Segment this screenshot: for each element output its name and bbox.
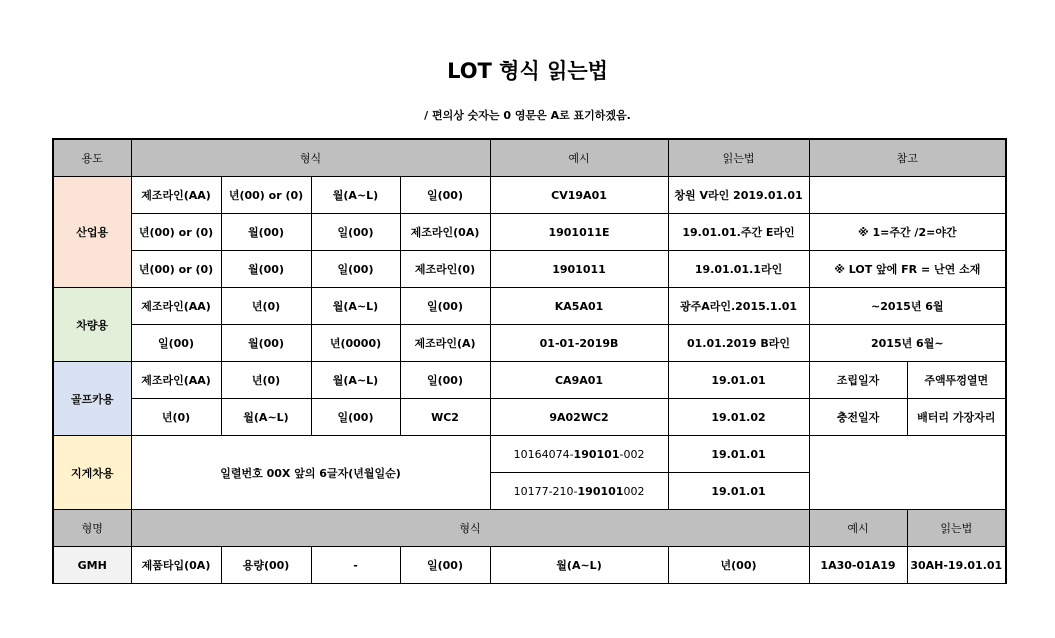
format-cell: 년(0) xyxy=(221,362,311,399)
page-subtitle: / 편의상 숫자는 0 영문은 A로 표기하겠음. xyxy=(424,109,631,122)
note-cell: 2015년 6월~ xyxy=(809,325,1006,362)
usage-golf-cart: 골프카용 xyxy=(53,362,131,436)
note-cell: ~2015년 6월 xyxy=(809,288,1006,325)
format-cell: 월(A~L) xyxy=(311,177,400,214)
format-cell: 제조라인(A) xyxy=(400,325,490,362)
format-cell: 일(00) xyxy=(311,214,400,251)
note-cell: ※ 1=주간 /2=야간 xyxy=(809,214,1006,251)
reading-cell: 19.01.01.1라인 xyxy=(668,251,809,288)
model-gmh: GMH xyxy=(53,547,131,584)
format-cell: 제조라인(0A) xyxy=(400,214,490,251)
example-cell xyxy=(490,473,668,510)
table-row xyxy=(53,288,1006,325)
serial-suffix: 002 xyxy=(623,484,645,498)
format-cell: 제조라인(AA) xyxy=(131,177,221,214)
format-cell: 년(0) xyxy=(131,399,221,436)
note-cell: 주액뚜껑열면 xyxy=(907,362,1006,399)
table-row xyxy=(53,399,1006,436)
reading-cell: 19.01.01 xyxy=(668,436,809,473)
format-cell: 일(00) xyxy=(400,177,490,214)
lot-format-table xyxy=(52,138,1007,584)
header-reading: 읽는법 xyxy=(668,139,809,177)
format-cell: 월(00) xyxy=(221,251,311,288)
reading-cell: 30AH-19.01.01 xyxy=(907,547,1006,584)
format-cell: 년(00) or (0) xyxy=(221,177,311,214)
table-row xyxy=(53,547,1006,584)
format-cell: 일(00) xyxy=(400,547,490,584)
usage-forklift: 지게차용 xyxy=(53,436,131,510)
format-cell: 월(A~L) xyxy=(311,288,400,325)
usage-vehicle: 차량용 xyxy=(53,288,131,362)
example-cell: CA9A01 xyxy=(490,362,668,399)
note-cell: 충전일자 xyxy=(809,399,907,436)
page-title: LOT 형식 읽는법 xyxy=(447,59,608,83)
format-cell: 년(00) xyxy=(668,547,809,584)
format-cell: 일(00) xyxy=(400,288,490,325)
format-cell: 제조라인(0) xyxy=(400,251,490,288)
header-example: 예시 xyxy=(809,510,907,547)
header-reading: 읽는법 xyxy=(907,510,1006,547)
header-format: 형식 xyxy=(131,510,809,547)
table-row xyxy=(53,177,1006,214)
example-cell: 9A02WC2 xyxy=(490,399,668,436)
format-cell: 월(A~L) xyxy=(221,399,311,436)
serial-suffix: -002 xyxy=(619,447,645,461)
format-cell: 월(A~L) xyxy=(490,547,668,584)
format-cell: 일(00) xyxy=(131,325,221,362)
serial-prefix: 10177-210- xyxy=(513,484,578,498)
note-cell xyxy=(809,436,1006,510)
reading-cell: 광주A라인.2015.1.01 xyxy=(668,288,809,325)
format-cell: 년(0000) xyxy=(311,325,400,362)
reading-cell: 19.01.02 xyxy=(668,399,809,436)
note-cell: 조립일자 xyxy=(809,362,907,399)
format-cell: 일(00) xyxy=(400,362,490,399)
example-cell: 01-01-2019B xyxy=(490,325,668,362)
format-cell: 일(00) xyxy=(311,399,400,436)
table-row xyxy=(53,325,1006,362)
note-cell: 배터리 가장자리 xyxy=(907,399,1006,436)
serial-date: 190101 xyxy=(577,484,624,498)
reading-cell: 19.01.01 xyxy=(668,473,809,510)
reading-cell: 창원 V라인 2019.01.01 xyxy=(668,177,809,214)
format-cell: 일(00) xyxy=(311,251,400,288)
format-cell: WC2 xyxy=(400,399,490,436)
format-cell: 제조라인(AA) xyxy=(131,288,221,325)
example-cell: CV19A01 xyxy=(490,177,668,214)
serial-prefix: 10164074- xyxy=(513,447,574,461)
forklift-format: 일렬번호 00X 앞의 6글자(년월일순) xyxy=(131,436,490,510)
format-cell: 년(0) xyxy=(221,288,311,325)
header-example: 예시 xyxy=(490,139,668,177)
format-cell: 제품타입(0A) xyxy=(131,547,221,584)
table-row xyxy=(53,436,1006,473)
table-row xyxy=(53,362,1006,399)
format-cell: - xyxy=(311,547,400,584)
example-cell xyxy=(490,436,668,473)
table-row xyxy=(53,251,1006,288)
format-cell: 년(00) or (0) xyxy=(131,251,221,288)
usage-industry: 산업용 xyxy=(53,177,131,288)
format-cell: 월(A~L) xyxy=(311,362,400,399)
format-cell: 월(00) xyxy=(221,214,311,251)
format-cell: 년(00) or (0) xyxy=(131,214,221,251)
note-cell xyxy=(809,177,1006,214)
header-model: 형명 xyxy=(53,510,131,547)
format-cell: 용량(00) xyxy=(221,547,311,584)
note-cell: ※ LOT 앞에 FR = 난연 소재 xyxy=(809,251,1006,288)
example-cell: 1A30-01A19 xyxy=(809,547,907,584)
serial-date: 190101 xyxy=(573,447,620,461)
reading-cell: 01.01.2019 B라인 xyxy=(668,325,809,362)
format-cell: 제조라인(AA) xyxy=(131,362,221,399)
header-format: 형식 xyxy=(131,139,490,177)
table-row xyxy=(53,214,1006,251)
header-row xyxy=(53,139,1006,177)
header-usage: 용도 xyxy=(53,139,131,177)
reading-cell: 19.01.01.주간 E라인 xyxy=(668,214,809,251)
reading-cell: 19.01.01 xyxy=(668,362,809,399)
format-cell: 월(00) xyxy=(221,325,311,362)
gmh-header-row xyxy=(53,510,1006,547)
example-cell: 1901011 xyxy=(490,251,668,288)
example-cell: KA5A01 xyxy=(490,288,668,325)
header-note: 참고 xyxy=(809,139,1006,177)
example-cell: 1901011E xyxy=(490,214,668,251)
